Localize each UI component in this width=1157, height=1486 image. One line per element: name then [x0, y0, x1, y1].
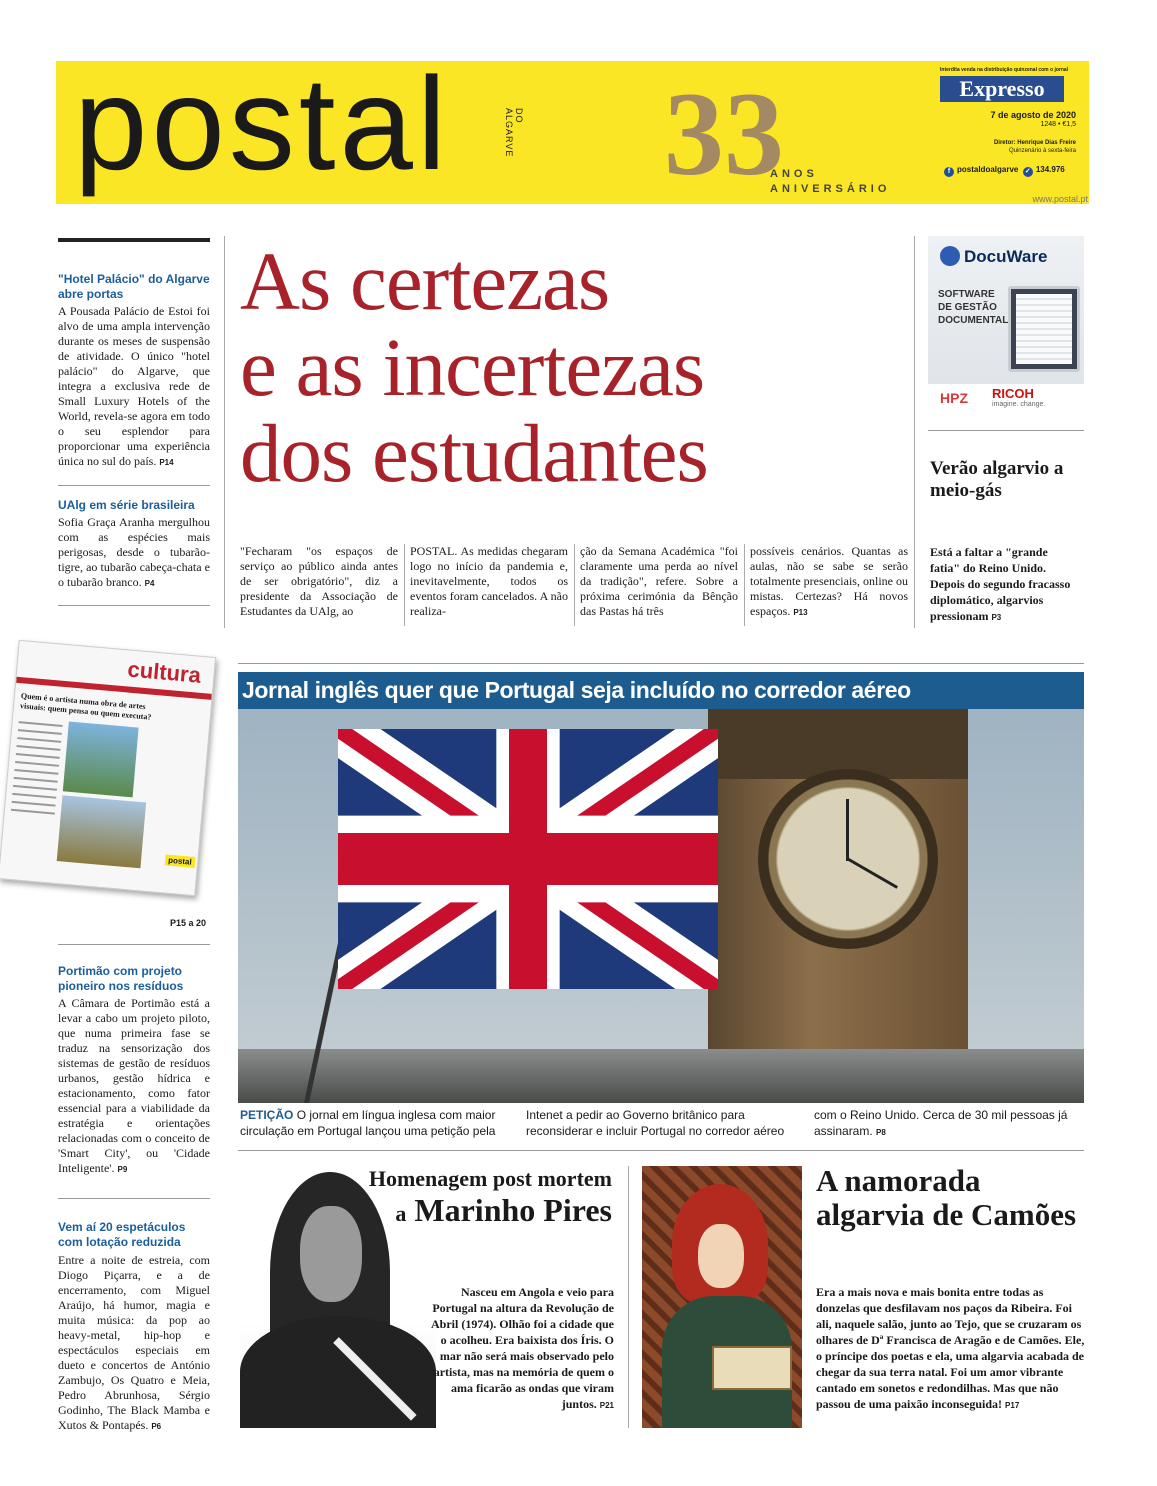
ad-brand — [940, 246, 1047, 267]
supplement-logo-tag: postal — [165, 854, 195, 868]
likes-count: 134.976 — [1035, 165, 1065, 174]
lead-text-column: ção da Semana Académica "foi claramente uma perda ao nível da tradição", refere. Sobre a próxima cerimónia da Bênção das Pastas há três — [580, 544, 738, 618]
divider — [238, 663, 1084, 664]
story-hotel-palacio-headline[interactable]: "Hotel Palácio" do Algarve abre portas — [58, 272, 210, 301]
page-ref: P9 — [117, 1165, 128, 1174]
director-credit: Diretor: Henrique Dias Freire — [993, 140, 1076, 146]
lead-headline[interactable] — [240, 235, 890, 499]
column-rule — [574, 544, 575, 626]
story-camoes-headline[interactable]: A namorada algarvia de Camões — [816, 1163, 1077, 1232]
divider — [928, 430, 1084, 431]
story-marinho-headline[interactable] — [360, 1192, 612, 1232]
story-ualg-headline[interactable]: UAlg em série brasileira — [58, 498, 195, 512]
lead-text-column: POSTAL. As medidas chegaram logo no início da pandemia e, inevitavelmente, todos os eventos foram cancelados. A não realiza- — [410, 544, 568, 618]
story-ualg-text: Sofia Graça Aranha mergulhou com as espécies mais perigosas, desde o tubarão-tigre, ao tubarão cabeça-chata e o tubarão branco. — [58, 515, 210, 589]
cultura-supplement-thumbnail[interactable] — [0, 640, 216, 896]
social-row — [944, 165, 1065, 177]
supplement-pages: P15 a 20 — [170, 918, 207, 928]
supplement-image — [63, 722, 139, 798]
divider — [58, 485, 210, 486]
lead-headline-line: As certezas — [240, 235, 610, 327]
lead-text-column: "Fecharam "os espaços de serviço ao público ainda antes de ser obrigatório", diz a presidente da Associação de Estudantes da UAlg, ao — [240, 544, 398, 618]
feature-caption-col — [240, 1107, 506, 1139]
face — [300, 1206, 362, 1302]
text-line — [13, 785, 57, 791]
union-jack-flag-icon — [338, 729, 718, 989]
text-line — [15, 761, 59, 767]
caption-text: O jornal em língua inglesa com maior circulação em Portugal lançou uma petição pela — [240, 1108, 496, 1138]
lead-headline-line: dos estudantes — [240, 407, 708, 499]
union-jack-big-ben-photo[interactable] — [238, 709, 1084, 1103]
text-line — [16, 753, 60, 759]
newspaper-logo[interactable]: postal — [74, 50, 451, 197]
francisca-painting[interactable] — [642, 1166, 802, 1428]
ad-slogan: imagine. change. — [992, 401, 1046, 408]
ad-partner-logo: HPZ — [940, 390, 968, 406]
story-marinho-text: Nasceu em Angola e veio para Portugal na altura da Revolução de Abril (1974). Olhão foi a cidade que o acolheu. Era baixista dos Íris. O mar não será mais observado pelo artista, mas na memória de quem o ama ficarão as ondas que viram juntos. — [430, 1285, 614, 1411]
column-rule — [628, 1166, 629, 1428]
text-line — [12, 801, 56, 807]
divider — [238, 1150, 1084, 1151]
periodicity: Quinzenário à sexta-feira — [1008, 148, 1076, 154]
page-ref: P13 — [793, 608, 808, 617]
column-rule — [744, 544, 745, 626]
page-ref: P6 — [151, 1422, 162, 1431]
lead-text-column — [750, 544, 908, 620]
story-marinho-kicker[interactable]: Homenagem post mortem — [368, 1166, 612, 1191]
headline-prefix: a — [395, 1201, 407, 1226]
divider — [58, 944, 210, 945]
partner-note: Interdita venda na distribuição quinzenal com o jornal — [940, 67, 1069, 73]
page-ref: P21 — [599, 1401, 614, 1410]
headline-name: Marinho Pires — [414, 1192, 612, 1228]
text-line — [18, 729, 62, 735]
ad-tagline: SOFTWARE DE GESTÃO DOCUMENTAL — [938, 289, 1009, 326]
caption-text: com o Reino Unido. Cerca de 30 mil pessoas já assinaram. — [814, 1108, 1068, 1138]
docuware-logo-icon — [940, 246, 960, 266]
supplement-image — [57, 795, 146, 868]
text-line — [19, 721, 63, 727]
facebook-handle[interactable]: postaldoalgarve — [957, 165, 1019, 174]
story-portimao-body — [58, 996, 210, 1177]
laptop-screen — [1016, 294, 1072, 364]
supplement-headline: Quem é o artista numa obra de artes visuais: quem pensa ou quem executa? — [19, 691, 152, 722]
story-espetaculos-body — [58, 1253, 210, 1434]
caption-label: PETIÇÃO — [240, 1108, 294, 1122]
story-espetaculos-headline[interactable]: Vem aí 20 espetáculos com lotação reduzida — [58, 1220, 186, 1249]
text-line — [11, 809, 55, 815]
feature-caption-col: Intenet a pedir ao Governo britânico para reconsiderar e incluir Portugal no corredor aéreo — [526, 1108, 785, 1138]
laptop-icon — [1008, 286, 1080, 372]
page-ref: P14 — [159, 458, 174, 467]
clock-hand — [846, 799, 849, 861]
docuware-advert[interactable] — [928, 236, 1084, 414]
column-rule — [404, 544, 405, 626]
supplement-title: cultura — [126, 656, 202, 688]
ad-brand-name: DocuWare — [964, 247, 1048, 266]
story-camoes-text: Era a mais nova e mais bonita entre todas as donzelas que desfilavam nos paços da Ribeira. Foi ali, naquele salão, junto ao Tejo, que se cruzaram os olhares de Dª Francisca de Aragão e de Camões. Ele, o príncipe dos poetas e ela, uma algarvia acabada de chegar da sua terra natal. Foi um amor vibrante cantado em sonetos e redondilhas. Mas que não passou de uma paixão inconseguida! — [816, 1285, 1085, 1411]
left-column-top-rule — [58, 238, 210, 242]
story-hotel-palacio-body — [58, 304, 210, 470]
story-portimao-headline[interactable]: Portimão com projeto pioneiro nos resíduos — [58, 964, 184, 993]
story-marinho-body — [426, 1284, 614, 1414]
logo-subtitle: DO ALGARVE — [504, 108, 524, 158]
expresso-logo: Expresso — [940, 76, 1064, 102]
book — [712, 1346, 792, 1390]
anniversary-label-years: ANOS — [770, 168, 818, 180]
story-hotel-palacio-text: A Pousada Palácio de Estoi foi alvo de uma ampla intervenção durante os meses de suspensão de atividade. O único "hotel palácio" do Algarve, que integra a exclusiva rede de Small Luxury Hotels of the World, revela-se agora em todo o seu esplendor para proporcionar uma experiência única no sul do país. — [58, 304, 210, 468]
lead-headline-line: e as incertezas — [240, 321, 705, 413]
story-verao-headline[interactable]: Verão algarvio a meio-gás — [930, 458, 1064, 501]
text-line — [16, 745, 60, 751]
column-rule — [914, 236, 915, 628]
ricoh-logo: RICOH — [992, 386, 1034, 401]
column-rule — [224, 236, 225, 628]
story-espetaculos-text: Entre a noite de estreia, com Diogo Piçarra, e a de encerramento, com Miguel Araújo, há humor, magia e muita música: da pop ao heavy-metal, hip-hop e espectáculos especiais em dueto e concertos de António Zambujo, Os Quatro e Meia, Pedro Abrunhosa, Sérgio Godinho, The Black Mamba e Xutos & Pontapés. — [58, 1253, 210, 1432]
divider — [58, 605, 210, 606]
story-verao-text: Está a faltar a "grande fatia" do Reino Unido. Depois do segundo fracasso diplomático, algarvios pressionam — [930, 545, 1071, 623]
page-ref: P8 — [876, 1128, 886, 1137]
skyline — [238, 1049, 1084, 1103]
page-ref: P17 — [1005, 1401, 1020, 1410]
face — [698, 1224, 744, 1288]
feature-caption-col — [814, 1107, 1086, 1141]
story-portimao-text: A Câmara de Portimão está a levar a cabo um projeto piloto, que numa primeira fase se traduz na sensorização dos sistemas de gestão de resíduos urbanos, gestão hídrica e estacionamento, como fator essencial para a viabilidade da estratégia e orientações relacionadas com o conceito de 'Smart City', ou 'Cidade Inteligente'. — [58, 996, 210, 1175]
like-icon: ✓ — [1023, 167, 1033, 177]
text-line — [12, 793, 56, 799]
issue-date: 7 de agosto de 2020 — [990, 110, 1076, 120]
story-camoes-body — [816, 1284, 1088, 1414]
issue-number-price: 1248 • €1,5 — [1040, 121, 1076, 128]
feature-banner-headline[interactable]: Jornal inglês quer que Portugal seja incluído no corredor aéreo — [238, 672, 1084, 709]
story-ualg-body — [58, 515, 210, 591]
text-line — [17, 737, 61, 743]
page-ref: P4 — [144, 579, 155, 588]
divider — [58, 1198, 210, 1199]
anniversary-label: ANIVERSÁRIO — [770, 183, 891, 195]
lead-text: possíveis cenários. Quantas as aulas, não se sabe se serão totalmente presenciais, online ou mistas. Certezas? Há novos espaços. — [750, 544, 908, 618]
text-line — [14, 777, 58, 783]
text-line — [14, 769, 58, 775]
facebook-icon: f — [944, 167, 954, 177]
anniversary-number: 33 — [664, 67, 784, 200]
page-ref: P3 — [991, 613, 1002, 622]
website-link[interactable]: www.postal.pt — [1032, 194, 1088, 204]
story-verao-body — [930, 544, 1080, 626]
